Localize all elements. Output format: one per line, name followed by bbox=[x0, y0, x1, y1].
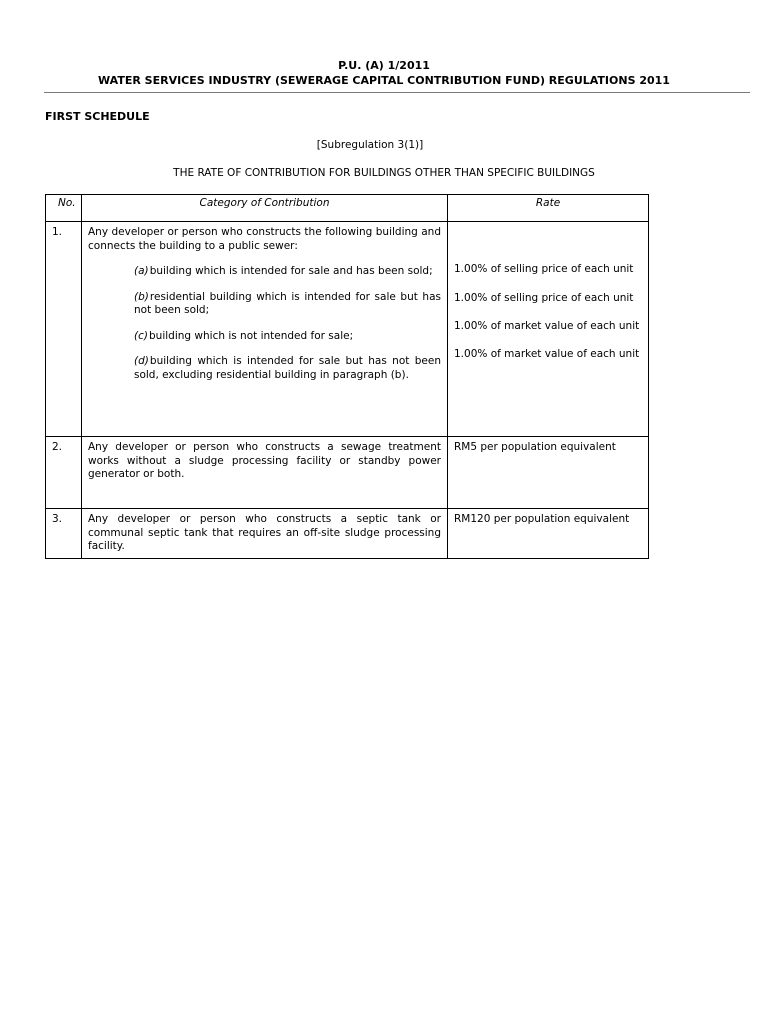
subregulation-reference: [Subregulation 3(1)] bbox=[316, 139, 424, 151]
table-title: THE RATE OF CONTRIBUTION FOR BUILDINGS OTHER THAN SPECIFIC BUILDINGS bbox=[173, 167, 595, 179]
item-letter: (d) bbox=[134, 355, 149, 367]
category-item-a bbox=[88, 265, 441, 279]
schedule-title: FIRST SCHEDULE bbox=[45, 110, 150, 123]
table-row bbox=[46, 437, 649, 509]
rate-cell: RM120 per population equivalent bbox=[448, 509, 649, 559]
column-header-rate: Rate bbox=[448, 195, 649, 222]
header-divider bbox=[44, 92, 750, 93]
rate-cell: RM5 per population equivalent bbox=[448, 437, 649, 509]
row-number: 2. bbox=[46, 437, 82, 509]
table-header-row bbox=[46, 195, 649, 222]
item-text: building which is intended for sale but has not been sold, excluding residential building in paragraph (b). bbox=[134, 355, 441, 381]
document-header bbox=[0, 58, 768, 88]
category-cell bbox=[82, 222, 448, 437]
category-item-c bbox=[88, 330, 441, 344]
item-text: residential building which is intended for sale but has not been sold; bbox=[134, 290, 441, 316]
row-number: 3. bbox=[46, 509, 82, 559]
row-number: 1. bbox=[46, 222, 82, 437]
table-row bbox=[46, 509, 649, 559]
category-item-d bbox=[134, 355, 441, 382]
table-row bbox=[46, 222, 649, 437]
rate-item-b: 1.00% of selling price of each unit bbox=[454, 292, 634, 304]
category-cell: Any developer or person who constructs a septic tank or communal septic tank that requires an off-site sludge processing facility. bbox=[82, 509, 448, 559]
category-intro: Any developer or person who constructs the following building and connects the building to a public sewer: bbox=[88, 226, 441, 252]
item-letter: (b) bbox=[134, 290, 149, 303]
item-letter: (c) bbox=[134, 329, 148, 342]
item-letter: (a) bbox=[134, 265, 149, 277]
column-header-category: Category of Contribution bbox=[82, 195, 448, 222]
rate-item-d: 1.00% of market value of each unit bbox=[454, 348, 640, 360]
citation: P.U. (A) 1/2011 bbox=[338, 59, 430, 72]
rate-cell bbox=[448, 222, 649, 437]
rate-item-c: 1.00% of market value of each unit bbox=[454, 320, 640, 332]
item-text: building which is not intended for sale; bbox=[149, 329, 354, 342]
category-cell: Any developer or person who constructs a sewage treatment works without a sludge processing facility or standby power generator or both. bbox=[82, 437, 448, 509]
rate-item-a: 1.00% of selling price of each unit bbox=[454, 263, 634, 275]
category-item-b bbox=[134, 291, 441, 318]
contribution-rate-table bbox=[45, 194, 649, 559]
column-header-no: No. bbox=[46, 195, 82, 222]
regulation-title: WATER SERVICES INDUSTRY (SEWERAGE CAPITAL CONTRIBUTION FUND) REGULATIONS 2011 bbox=[98, 74, 670, 87]
item-text: building which is intended for sale and has been sold; bbox=[149, 265, 433, 277]
